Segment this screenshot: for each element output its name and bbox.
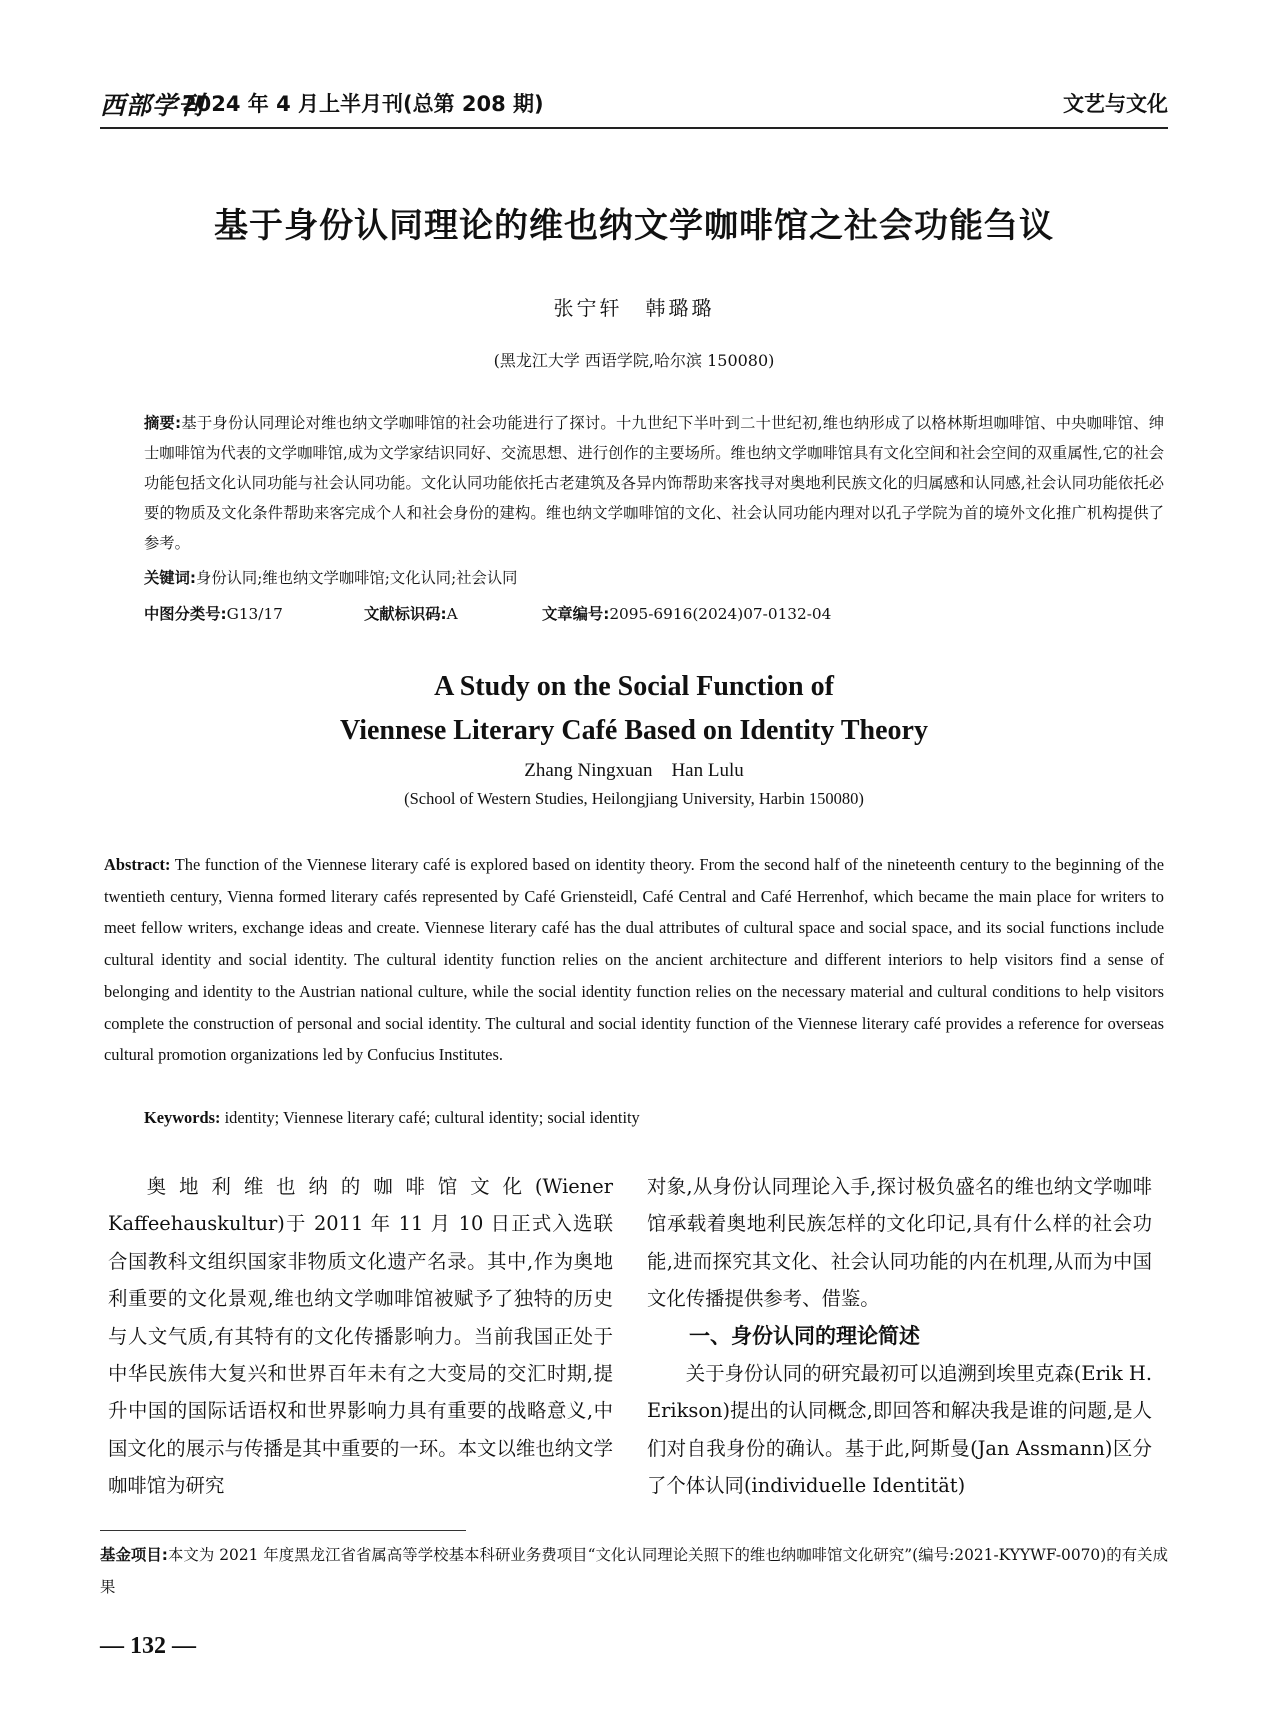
clc-label: 中图分类号:	[144, 605, 227, 623]
paper-title: 基于身份认同理论的维也纳文学咖啡馆之社会功能刍议	[214, 206, 1054, 246]
english-title-line1: A Study on the Social Function of	[434, 671, 834, 702]
footnote-text: 本文为 2021 年度黑龙江省省属高等学校基本科研业务费项目“文化认同理论关照下的维也纳咖啡馆文化研究”(编号:2021-KYYWF-0070)的有关成果	[100, 1546, 1168, 1596]
footnote-label: 基金项目:	[100, 1546, 168, 1564]
issue-info: 2024 年 4 月上半月刊(总第 208 期)	[182, 92, 544, 116]
abstract-en-text: The function of the Viennese literary café is explored based on identity theory. From the second half of the nineteenth century to the beginning of the twentieth century, Vienna formed literary cafés represented by Café Griensteidl, Café Central and Café Herrenhof, which became the main place for writers to meet fellow writers, exchange ideas and create. Viennese literary café has the dual attributes of cultural space and social space, and its social functions include cultural identity and social identity. The cultural identity function relies on the ancient architecture and different interiors to help visitors find a sense of belonging and identity to the Austrian national culture, while the social identity function relies on the necessary material and cultural conditions to help visitors complete the construction of personal and social identity. The cultural and social identity function of the Viennese literary café provides a reference for overseas cultural promotion organizations led by Confucius Institutes.	[104, 855, 1164, 1065]
keywords-cn	[144, 563, 1164, 593]
body-column-right	[647, 1168, 1152, 1505]
abstract-cn-text: 基于身份认同理论对维也纳文学咖啡馆的社会功能进行了探讨。十九世纪下半叶到二十世纪初,维也纳形成了以格林斯坦咖啡馆、中央咖啡馆、绅士咖啡馆为代表的文学咖啡馆,成为文学家结识同好、交流思想、进行创作的主要场所。维也纳文学咖啡馆具有文化空间和社会空间的双重属性,它的社会功能包括文化认同功能与社会认同功能。文化认同功能依托古老建筑及各异内饰帮助来客找寻对奥地利民族文化的归属感和认同感,社会认同功能依托必要的物质及文化条件帮助来客完成个人和社会身份的建构。维也纳文学咖啡馆的文化、社会认同功能内理对以孔子学院为首的境外文化推广机构提供了参考。	[144, 414, 1164, 552]
keywords-cn-label: 关键词:	[144, 569, 197, 587]
body-paragraph: 奥地利维也纳的咖啡馆文化(Wiener Kaffeehauskultur)于 2011 年 11 月 10 日正式入选联合国教科文组织国家非物质文化遗产名录。其中,作为奥地利重要的文化景观,维也纳文学咖啡馆被赋予了独特的历史与人文气质,有其特有的文化传播影响力。当前我国正处于中华民族伟大复兴和世界百年未有之大变局的交汇时期,提升中国的国际话语权和世界影响力具有重要的战略意义,中国文化的展示与传播是其中重要的一环。本文以维也纳文学咖啡馆为研究	[108, 1175, 613, 1498]
page-number: — 132 —	[100, 1633, 196, 1659]
english-title-line2: Viennese Literary Café Based on Identity Theory	[340, 715, 928, 746]
body-paragraph: 关于身份认同的研究最初可以追溯到埃里克森(Erik H. Erikson)提出的认同概念,即回答和解决我是谁的问题,是人们对自我身份的确认。基于此,阿斯曼(Jan Assmann)区分了个体认同(individuelle Identität)	[647, 1362, 1152, 1498]
section-name: 文艺与文化	[1063, 92, 1168, 116]
english-title	[100, 665, 1168, 753]
keywords-en	[144, 1103, 1164, 1133]
section-heading: 一、身份认同的理论简述	[689, 1323, 920, 1348]
article-number-label: 文章编号:	[542, 605, 610, 623]
abstract-cn-label: 摘要:	[144, 414, 182, 432]
keywords-en-label: Keywords:	[144, 1108, 221, 1127]
header-divider	[100, 127, 1168, 129]
abstract-en	[104, 849, 1164, 1071]
footnote-funding	[100, 1539, 1168, 1603]
body-column-left	[108, 1168, 613, 1505]
article-number-value: 2095-6916(2024)07-0132-04	[609, 605, 832, 623]
journal-logo: 西部学刊	[100, 91, 205, 120]
keywords-en-text: identity; Viennese literary café; cultural identity; social identity	[220, 1108, 640, 1127]
affiliation: (黑龙江大学 西语学院,哈尔滨 150080)	[493, 351, 775, 370]
english-authors: Zhang Ningxuan Han Lulu	[524, 760, 744, 781]
doc-code-value: A	[446, 605, 458, 623]
clc-value: G13/17	[226, 605, 283, 623]
body-paragraph: 对象,从身份认同理论入手,探讨极负盛名的维也纳文学咖啡馆承载着奥地利民族怎样的文化印记,具有什么样的社会功能,进而探究其文化、社会认同功能的内在机理,从而为中国文化传播提供参考、借鉴。	[647, 1175, 1152, 1311]
doc-code-label: 文献标识码:	[364, 605, 447, 623]
abstract-cn	[144, 408, 1164, 558]
running-header	[100, 86, 1168, 126]
abstract-en-label: Abstract:	[104, 855, 171, 874]
authors: 张宁轩 韩璐璐	[553, 296, 715, 320]
english-affiliation: (School of Western Studies, Heilongjiang University, Harbin 150080)	[404, 789, 864, 808]
footnote-divider	[100, 1530, 466, 1531]
keywords-cn-text: 身份认同;维也纳文学咖啡馆;文化认同;社会认同	[196, 569, 518, 587]
